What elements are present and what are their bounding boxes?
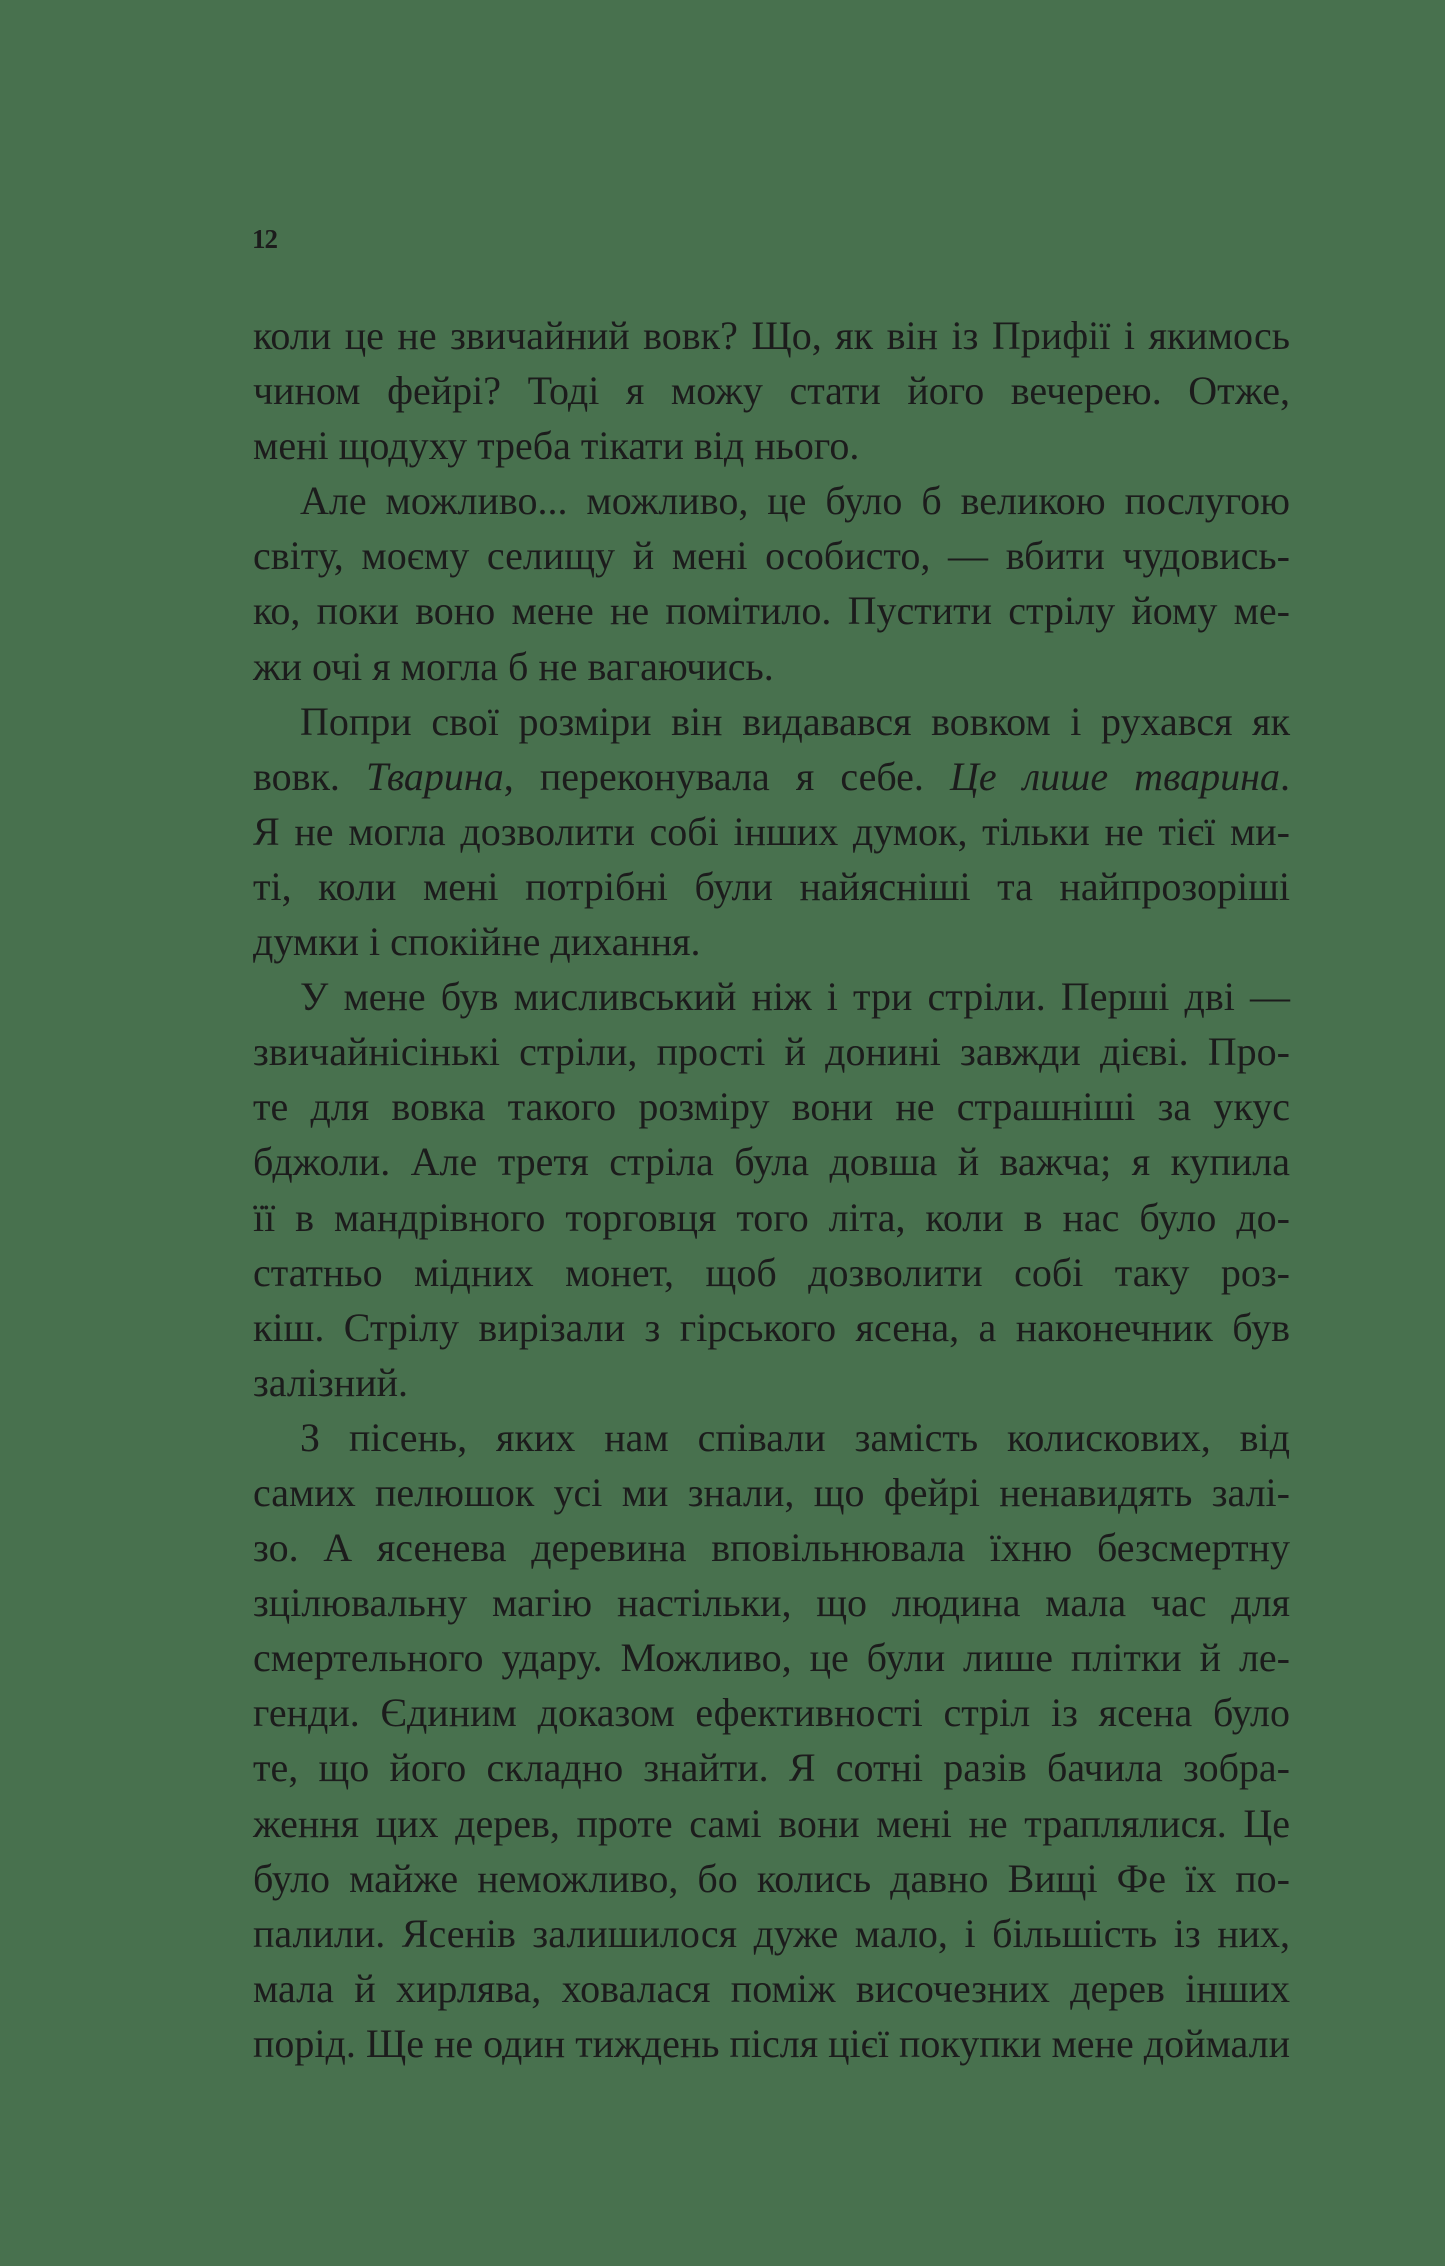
text-segment: мала й хирлява, ховалася поміж височезних дерев інших <box>253 1965 1290 2011</box>
text-line <box>253 914 1290 969</box>
text-segment: думки і спокійне дихання. <box>253 919 701 965</box>
text-segment: чином фейрі? Тоді я можу стати його вечерею. Отже, <box>253 368 1290 414</box>
text-line <box>253 363 1290 418</box>
text-line <box>253 694 1290 749</box>
italic-text: Це лише тварина <box>949 753 1281 799</box>
text-segment: коли це не звичайний вовк? Що, як він із Прифії і якимось <box>253 313 1290 358</box>
text-line <box>253 1300 1290 1355</box>
paragraph <box>253 1410 1290 2071</box>
paragraph <box>253 969 1290 1410</box>
text-line <box>253 1355 1290 1410</box>
text-segment: смертельного удару. Можливо, це були лише плітки й ле- <box>253 1635 1290 1681</box>
text-line <box>253 1575 1290 1630</box>
text-segment: самих пелюшок усі ми знали, що фейрі ненавидять залі- <box>253 1469 1290 1515</box>
paragraph <box>253 694 1290 969</box>
text-segment: ті, коли мені потрібні були найясніші та найпрозоріші <box>253 863 1290 909</box>
text-segment: було майже неможливо, бо колись давно Вищі Фе їх по- <box>253 1855 1290 1901</box>
text-segment: ження цих дерев, проте самі вони мені не траплялися. Це <box>253 1800 1290 1846</box>
text-line <box>253 1906 1290 1961</box>
text-line <box>253 1740 1290 1795</box>
text-segment: її в мандрівного торговця того літа, коли в нас було до- <box>253 1194 1290 1240</box>
text-segment: те, що його складно знайти. Я сотні разів бачила зобра- <box>253 1745 1290 1791</box>
text-line <box>253 1134 1290 1189</box>
page-number: 12 <box>252 224 277 254</box>
text-segment: статньо мідних монет, щоб дозволити собі таку роз- <box>253 1249 1290 1295</box>
text-line <box>253 969 1290 1024</box>
text-line <box>253 1245 1290 1300</box>
text-segment: Але можливо... можливо, це було б великою послугою <box>300 478 1290 524</box>
text-segment: ко, поки воно мене не помітило. Пустити стрілу йому ме- <box>253 588 1290 634</box>
text-line <box>253 1851 1290 1906</box>
text-segment: те для вовка такого розміру вони не страшніші за укус <box>253 1084 1290 1130</box>
text-segment: . <box>1280 753 1291 799</box>
text-segment: залізний. <box>253 1359 408 1405</box>
text-segment: Я не могла дозволити собі інших думок, тільки не тієї ми- <box>253 808 1290 854</box>
text-segment: кіш. Стрілу вирізали з гірського ясена, а наконечник був <box>253 1304 1290 1350</box>
text-segment: Попри свої розміри він видавався вовком і рухався як <box>300 698 1290 744</box>
text-line <box>253 583 1290 638</box>
text-segment: генди. Єдиним доказом ефективності стріл із ясена було <box>253 1690 1290 1736</box>
text-segment: порід. Ще не один тиждень після цієї покупки мене доймали <box>253 2020 1290 2066</box>
text-line <box>253 528 1290 583</box>
paragraph <box>253 308 1290 473</box>
paragraph <box>253 473 1290 693</box>
text-segment: У мене був мисливський ніж і три стріли. Перші дві — <box>300 974 1290 1020</box>
body-text <box>253 308 1290 2071</box>
text-line <box>253 473 1290 528</box>
text-line <box>253 1190 1290 1245</box>
text-line <box>253 1410 1290 1465</box>
text-line <box>253 308 1290 363</box>
text-line <box>253 859 1290 914</box>
text-segment: бджоли. Але третя стріла була довша й важча; я купила <box>253 1139 1290 1185</box>
text-segment: зо. А ясенева деревина вповільнювала їхню безсмертну <box>253 1525 1290 1571</box>
text-segment: вовк. <box>253 753 367 799</box>
text-line <box>253 749 1290 804</box>
text-line <box>253 1796 1290 1851</box>
text-line <box>253 1520 1290 1575</box>
text-segment: палили. Ясенів залишилося дуже мало, і більшість із них, <box>253 1910 1290 1956</box>
text-segment: звичайнісінькі стріли, прості й донині завжди дієві. Про- <box>253 1029 1290 1075</box>
text-segment: , переконувала я себе. <box>503 753 950 799</box>
text-line <box>253 1024 1290 1079</box>
text-line <box>253 1630 1290 1685</box>
text-line <box>253 1961 1290 2016</box>
text-line <box>253 1685 1290 1740</box>
text-line <box>253 1465 1290 1520</box>
text-segment: світу, моєму селищу й мені особисто, — вбити чудовись- <box>253 533 1290 579</box>
italic-text: Тварина <box>366 753 504 799</box>
text-segment: З пісень, яких нам співали замість колискових, від <box>300 1414 1290 1460</box>
text-line <box>253 418 1290 473</box>
text-segment: мені щодуху треба тікати від нього. <box>253 423 860 469</box>
text-line <box>253 2016 1290 2071</box>
text-line <box>253 639 1290 694</box>
text-segment: жи очі я могла б не вагаючись. <box>253 643 774 689</box>
text-line <box>253 804 1290 859</box>
text-line <box>253 1079 1290 1134</box>
text-segment: зцілювальну магію настільки, що людина мала час для <box>253 1580 1290 1626</box>
